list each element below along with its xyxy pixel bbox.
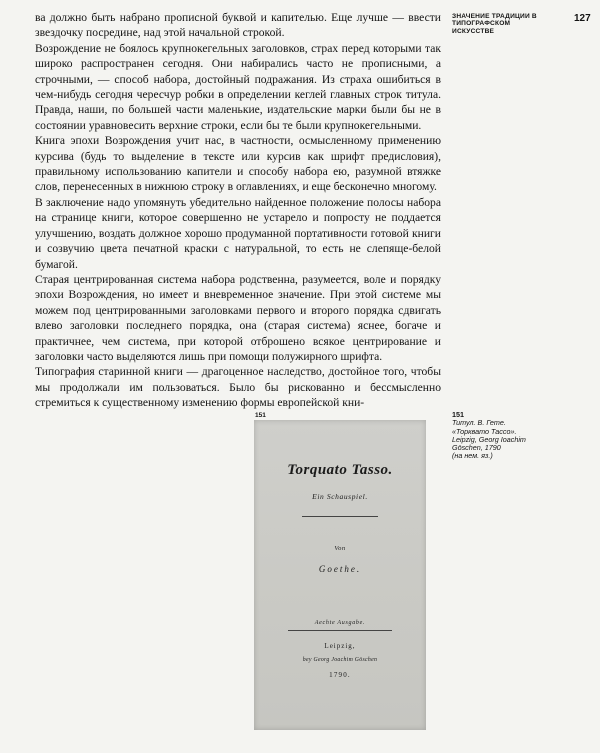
title-page-place: Leipzig,	[324, 642, 356, 650]
figure-number: 151	[255, 412, 266, 419]
paragraph: Книга эпохи Возрождения учит нас, в частности, осмысленному применению курсива (будь то выделение в тексте или курсив как шрифт предисловия), правильному использованию капители и способу набора ею, разумной втяжке слов, перенесенных в нижнюю строку в оглавлениях, и еще бесконечно многому.	[35, 134, 441, 194]
title-page-illustration	[254, 420, 426, 730]
caption-line: «Торквато Тассо».	[452, 426, 517, 436]
paragraph: Типография старинной книги — драгоценное наследство, достойное того, чтобы мы продолжали им пользоваться. Было бы рискованно и бессмысленно стремиться к существенному изменению формы европейской кни-	[35, 365, 441, 410]
title-page-title: Torquato Tasso.	[287, 462, 393, 478]
title-page-von: Von	[334, 545, 346, 552]
title-page-rule	[288, 630, 392, 631]
title-page-year: 1790.	[329, 671, 351, 679]
figure-caption	[452, 411, 562, 461]
paragraph: ва должно быть набрано прописной буквой и капителью. Еще лучше — ввести звездочку посредине, над этой начальной строкой.	[35, 11, 441, 40]
caption-line: Göschen, 1790	[452, 443, 501, 453]
title-page-edition: Aechte Ausgabe.	[314, 620, 366, 626]
paragraph: Возрождение не боялось крупнокегельных заголовков, страх перед которыми так широко распространен сегодня. Они набирались часто не прописными, а строчными, — способ набора, достойный подражания. Из страха ошибиться в чем-нибудь сегодня чересчур робки в определении кеглей главных строк титула. Правда, наши, по большей части маленькие, издательские марки были бы не в состоянии уравновесить верхние строки, если бы те были крупнокегельными.	[35, 41, 441, 132]
caption-line: Титул. В. Гете.	[452, 418, 506, 428]
body-text	[35, 10, 441, 411]
title-page-subtitle: Ein Schauspiel.	[312, 492, 368, 501]
title-page-author: Goethe.	[318, 564, 362, 574]
title-page-publisher: bey Georg Joachim Göschen	[302, 657, 378, 663]
running-head: ЗНАЧЕНИЕ ТРАДИЦИИ В ТИПОГРАФСКОМ ИСКУССТВЕ	[452, 13, 537, 35]
paragraph: Старая центрированная система набора родственна, разумеется, воле и порядку эпохи Возрождения, но имеет и вневременное значение. При этой системе мы можем под центрированными заголовками первого и второго порядка сдвигать влево заголовки последнего порядка, она (старая система) яснее, богаче и практичнее, чем система, при которой отброшено всякое центрирование и заголовки часто выделяются лишь при помощи полужирного шрифта.	[35, 272, 441, 363]
caption-line: Leipzig, Georg Ioachim	[452, 434, 526, 444]
title-page-rule	[302, 516, 378, 517]
paragraph: В заключение надо упомянуть убедительно найденное положение полосы набора на странице книги, которое совершенно не устарело и попросту не поддается улучшению, воздать должное хорошо продуманной портативности готовой книги и созвучию цвета печатной краски с натуральной, то есть не слепяще-белой бумагой.	[35, 195, 441, 271]
page-number: 127	[574, 13, 591, 24]
caption-line: (на нем. яз.)	[452, 451, 493, 461]
caption-number: 151	[452, 410, 464, 419]
